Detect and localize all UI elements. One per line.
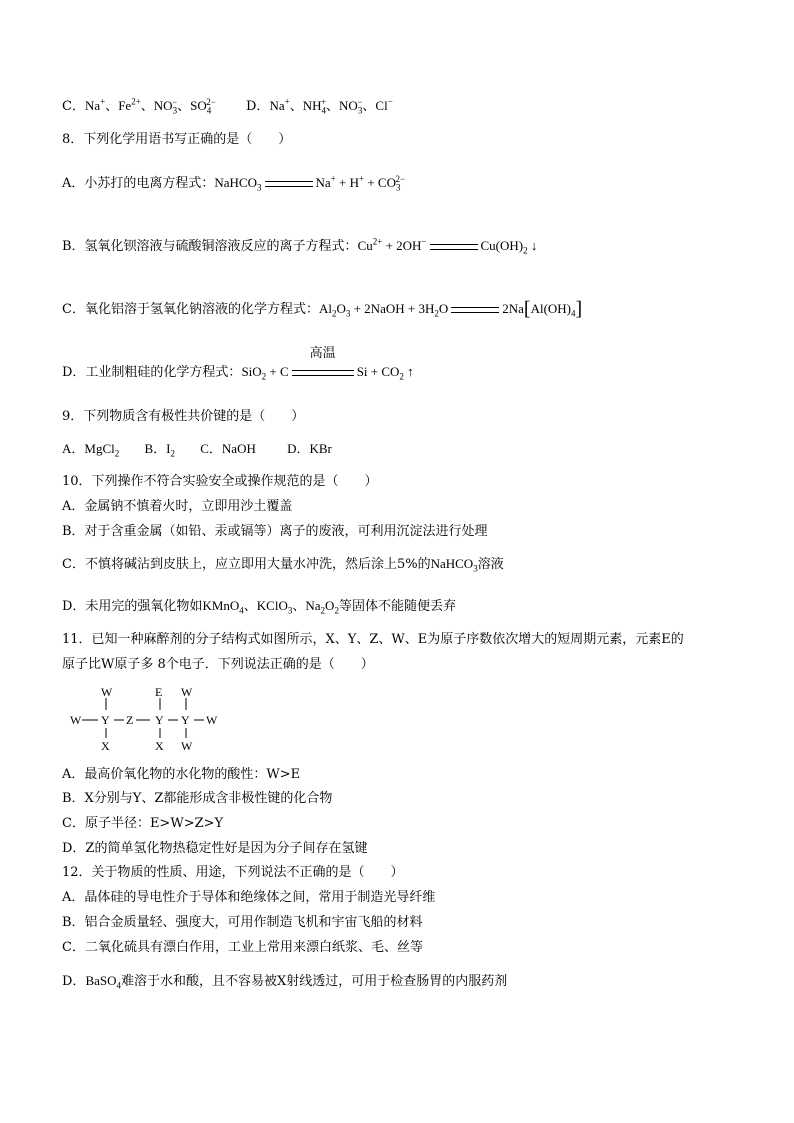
q7-option-d: D．Na+、$NH_4^+$、$NO_3^-$、Cl− (246, 96, 393, 116)
q9-option-d: D．KBr (287, 441, 332, 456)
q8-option-c: C．氧化铝溶于氢氧化钠溶液的化学方程式：$Al_2O_3$ + 2NaOH + $3H_2O$ $2Na[Al(OH)_4]$ (62, 298, 583, 320)
atom-x-2: X (155, 739, 164, 753)
q11-option-d: D．Z的简单氢化物热稳定性好是因为分子间存在氢键 (62, 841, 368, 856)
q10-option-b: B．对于含重金属（如铅、汞或镉等）离子的废液，可利用沉淀法进行处理 (62, 524, 488, 539)
q12-option-b: B．铝合金质量轻、强度大，可用作制造飞机和宇宙飞船的材料 (62, 915, 423, 930)
atom-y-1: Y (101, 713, 110, 727)
q12-stem: 12．关于物质的性质、用途，下列说法不正确的是（ ） (62, 865, 404, 880)
q11-option-b: B．X分别与Y、Z都能形成含非极性键的化合物 (62, 791, 333, 806)
q10-option-c: C．不慎将碱沾到皮肤上，应立即用大量水冲洗，然后涂上5%的NaHCO$_3$溶液 (62, 556, 504, 574)
q9-option-c: C．NaOH (200, 441, 256, 456)
q9-options (62, 440, 332, 458)
q8-option-b: B．氢氧化钡溶液与硫酸铜溶液反应的离子方程式：$Cu^{2+} + 2OH^-$ $Cu(OH)_2$ ↓ (62, 236, 538, 256)
atom-z: Z (126, 713, 134, 727)
atom-y-3: Y (181, 713, 190, 727)
atom-w-left: W (70, 713, 82, 727)
q11-stem-line2: 原子比W原子多 8个电子．下列说法正确的是（ ） (62, 657, 374, 672)
q11-stem-line1: 11．已知一种麻醉剂的分子结构式如图所示，X、Y、Z、W、E为原子序数依次增大的短周期元素，元素E的 (62, 632, 684, 647)
reaction-condition: 高温 (309, 345, 336, 360)
q9-stem: 9．下列物质含有极性共价键的是（ ） (62, 409, 305, 424)
q10-option-a: A．金属钠不慎着火时，立即用沙土覆盖 (62, 499, 293, 514)
atom-e-top: E (155, 685, 163, 699)
atom-w-bottom: W (181, 739, 193, 753)
atom-w-right: W (206, 713, 218, 727)
q11-option-c: C．原子半径：E>W>Z>Y (62, 816, 224, 831)
q8-stem: 8．下列化学用语书写正确的是（ ） (62, 132, 292, 147)
q12-option-c: C．二氧化硫具有漂白作用，工业上常用来漂白纸浆、毛、丝等 (62, 940, 423, 955)
molecular-structure-diagram (68, 684, 238, 756)
q9-option-b: B．$I_2$ (144, 441, 175, 459)
atom-w-top-left: W (101, 685, 113, 699)
q12-option-a: A．晶体硅的导电性介于导体和绝缘体之间，常用于制造光导纤维 (62, 890, 436, 905)
q10-option-d: D．未用完的强氧化物如KMnO$_4$、KClO$_3$、$Na_2O_2$等固体不能随便丢弃 (62, 598, 456, 616)
atom-w-top-right: W (181, 685, 193, 699)
atom-x-1: X (101, 739, 110, 753)
atom-y-2: Y (155, 713, 164, 727)
q10-stem: 10．下列操作不符合实验安全或操作规范的是（ ） (62, 474, 378, 489)
q7-option-c: C．Na+、$Fe^{2+}$、$NO_3^-$、$SO_4^{2-}$ D．Na+、$NH_4^+$、$NO_3^-$、Cl− (62, 96, 393, 116)
q9-option-a: A．MgCl$_2$ (62, 441, 120, 459)
q8-option-a: A．小苏打的电离方程式：NaHCO$_3$ $Na^+ + H^+ + CO_3^{2-}$ (62, 173, 406, 193)
q8-option-d: D．工业制粗硅的化学方程式：SiO$_2$ + C 高温 $Si + CO_2$ ↑ (62, 345, 414, 382)
q11-option-a: A．最高价氧化物的水化物的酸性：W>E (62, 767, 301, 782)
q12-option-d: D．BaSO$_4$难溶于水和酸，且不容易被X射线透过，可用于检查肠胃的内服药剂 (62, 973, 508, 991)
